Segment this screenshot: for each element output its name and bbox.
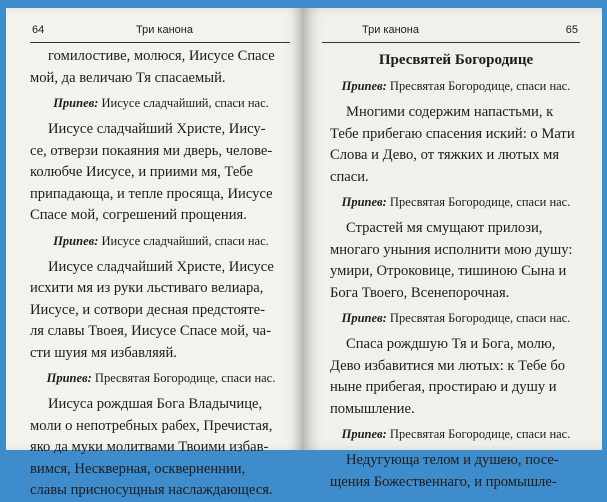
text-line: щения Божественнаго, и промышле- [330,473,557,490]
refrain-label: Припев: [46,371,92,385]
section-heading: Пресвятей Богородице [378,52,534,68]
text-line: спаси. [330,168,369,185]
refrain-label: Припев: [53,233,99,248]
left-header-rule [30,42,290,43]
text-line: Тебе прибегаю спасения иский: о Мати [330,125,575,142]
text-line: Страстей мя смущают прилози, [346,220,543,236]
text-line: Иисусе, и сотвори десная предстояте- [30,301,265,318]
verse-paragraph [330,334,582,420]
refrain-text: Иисусе сладчайший, спаси нас. [101,233,269,248]
refrain-text: Иисусе сладчайший, спаси нас. [101,96,269,110]
left-running-title: Три канона [136,24,193,36]
verse-paragraph [30,257,292,365]
refrain-text: Пресвятая Богородице, спаси нас. [389,195,571,209]
refrain [30,232,292,250]
text-line: исхити мя из руки льстиваго велиара, [30,280,264,296]
refrain [30,369,292,387]
refrain [330,193,582,211]
text-line: се, отверзи покаяния ми дверь, челове- [30,142,273,159]
refrain-label: Припев: [53,96,99,110]
verse-paragraph [30,394,292,502]
text-line: мой, да величаю Тя спасаемый. [30,69,226,86]
text-line: яко да муки молитвами Твоими избав- [30,439,269,455]
text-line: ныне прибегая, простираю и душу и [330,379,557,395]
refrain [330,77,582,95]
right-header-rule [322,42,580,43]
right-page-number: 65 [565,24,578,36]
refrain [330,425,582,443]
left-running-head [6,24,302,42]
refrain-label: Припев: [341,311,387,325]
refrain [30,94,292,112]
text-line: гомилостиве, молюся, Иисусе Спасе [48,48,275,64]
text-line: Недугующа телом и душею, посе- [346,452,559,468]
text-line: Дево избавитися ми лютых: к Тебе бо [330,357,566,374]
verse-paragraph [30,119,292,227]
text-line: вимся, Нескверная, оскверненнии, [30,460,246,477]
verse-paragraph [330,218,582,304]
right-running-head [302,24,602,42]
text-line: сти шуия мя избавляяй. [30,344,177,361]
refrain [330,309,582,327]
text-line: Иисусе сладчайший Христе, Иису- [48,121,266,137]
right-page-text [330,46,582,493]
text-line: моли о непотребных рабех, Пречистая, [30,417,273,434]
refrain-label: Припев: [341,79,387,93]
refrain-text: Пресвятая Богородице, спаси нас. [94,371,276,385]
refrain-label: Припев: [341,195,387,209]
text-line: ля славы Твоея, Иисусе Спасе мой, ча- [30,323,271,339]
right-running-title: Три канона [362,24,419,36]
text-line: Бога Твоего, Всенепорочная. [330,284,510,301]
refrain-text: Пресвятая Богородице, спаси нас. [389,79,571,93]
text-line: колюбче Иисусе, и приими мя, Тебе [30,164,254,180]
verse-paragraph [30,46,292,89]
text-line: Иисусе сладчайший Христе, Иисусе [48,258,274,275]
text-line: Слова и Дево, от тяжких и лютых мя [330,147,560,163]
left-page-number: 64 [32,24,45,36]
refrain-text: Пресвятая Богородице, спаси нас. [389,427,571,441]
left-page [6,8,302,498]
text-line: славы присносущныя наслаждающеся. [30,482,273,498]
verse-paragraph [330,450,582,493]
text-line: Иисуса рождшая Бога Владычице, [48,396,263,412]
text-line: помышление. [330,400,415,417]
right-page [302,8,602,490]
text-line: припадающа, и тепле просяща, Иисусе [30,185,273,202]
refrain-label: Припев: [341,427,387,441]
text-line: умири, Отроковице, тишиною Сына и [330,263,567,279]
text-line: Спасе мой, согрешений прощения. [30,207,247,223]
text-line: Многими содержим напастьми, к [346,104,554,120]
left-page-text [30,46,292,502]
text-line: многаго уныния исполнити мою душу: [330,241,573,258]
open-book [6,8,602,498]
text-line: Спаса рождшую Тя и Бога, молю, [346,336,556,352]
verse-paragraph [330,102,582,188]
refrain-text: Пресвятая Богородице, спаси нас. [389,311,571,325]
